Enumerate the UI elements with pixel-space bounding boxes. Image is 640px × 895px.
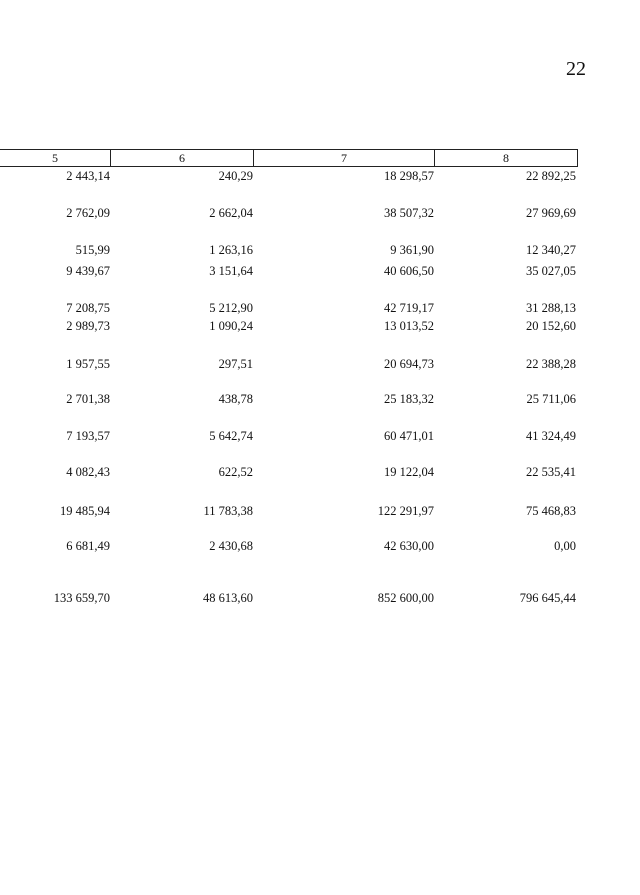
table-cell: 75 468,83 — [526, 504, 576, 518]
column-header-6: 6 — [111, 150, 254, 166]
table-cell: 122 291,97 — [377, 504, 434, 518]
table-cell: 9 361,90 — [390, 243, 434, 257]
table-cell: 2 662,04 — [209, 206, 253, 220]
column-header-8: 8 — [435, 150, 578, 166]
column-header-5: 5 — [0, 150, 111, 166]
table-cell: 240,29 — [218, 169, 253, 183]
table-cell: 25 711,06 — [526, 392, 576, 406]
table-cell: 35 027,05 — [526, 264, 576, 278]
table-cell: 19 485,94 — [60, 504, 110, 518]
column-header-7: 7 — [254, 150, 435, 166]
table-cell: 22 892,25 — [526, 169, 576, 183]
table-row — [0, 538, 578, 554]
table-cell: 622,52 — [218, 465, 253, 479]
table-row — [0, 168, 578, 184]
table-cell: 133 659,70 — [53, 591, 110, 605]
table-cell: 3 151,64 — [209, 264, 253, 278]
table-header-row — [0, 149, 578, 167]
table-cell: 2 762,09 — [66, 206, 110, 220]
table-cell: 438,78 — [218, 392, 253, 406]
table-cell: 796 645,44 — [519, 591, 576, 605]
table-cell: 1 090,24 — [209, 319, 253, 333]
table-cell: 42 719,17 — [384, 301, 434, 315]
table-cell: 20 152,60 — [526, 319, 576, 333]
table-cell: 852 600,00 — [377, 591, 434, 605]
table-row — [0, 242, 578, 258]
table-cell: 9 439,67 — [66, 264, 110, 278]
table-row — [0, 263, 578, 279]
table-cell: 7 208,75 — [66, 301, 110, 315]
table-cell: 42 630,00 — [384, 539, 434, 553]
table-cell: 5 212,90 — [209, 301, 253, 315]
table-cell: 19 122,04 — [384, 465, 434, 479]
table-cell: 40 606,50 — [384, 264, 434, 278]
table-cell: 2 430,68 — [209, 539, 253, 553]
table-cell: 41 324,49 — [526, 429, 576, 443]
table-cell: 38 507,32 — [384, 206, 434, 220]
table-row — [0, 391, 578, 407]
table-cell: 0,00 — [554, 539, 576, 553]
table-cell: 6 681,49 — [66, 539, 110, 553]
table-cell: 48 613,60 — [203, 591, 253, 605]
table-cell: 297,51 — [218, 357, 253, 371]
page-number: 22 — [566, 58, 586, 80]
table-cell: 31 288,13 — [526, 301, 576, 315]
table-cell: 5 642,74 — [209, 429, 253, 443]
table-cell: 1 957,55 — [66, 357, 110, 371]
table-row — [0, 300, 578, 316]
table-cell: 2 443,14 — [66, 169, 110, 183]
table-cell: 7 193,57 — [66, 429, 110, 443]
table-row — [0, 503, 578, 519]
table-cell: 22 388,28 — [526, 357, 576, 371]
table-cell: 60 471,01 — [384, 429, 434, 443]
table-cell: 25 183,32 — [384, 392, 434, 406]
table-cell: 12 340,27 — [526, 243, 576, 257]
table-row — [0, 205, 578, 221]
table-cell: 13 013,52 — [384, 319, 434, 333]
table-cell: 2 701,38 — [66, 392, 110, 406]
table-row — [0, 464, 578, 480]
table-row — [0, 590, 578, 606]
table-cell: 18 298,57 — [384, 169, 434, 183]
table-cell: 11 783,38 — [203, 504, 253, 518]
table-cell: 515,99 — [75, 243, 110, 257]
table-cell: 4 082,43 — [66, 465, 110, 479]
table-cell: 27 969,69 — [526, 206, 576, 220]
table-row — [0, 318, 578, 334]
table-cell: 22 535,41 — [526, 465, 576, 479]
table-cell: 20 694,73 — [384, 357, 434, 371]
table-cell: 2 989,73 — [66, 319, 110, 333]
table-row — [0, 356, 578, 372]
table-row — [0, 428, 578, 444]
table-cell: 1 263,16 — [209, 243, 253, 257]
